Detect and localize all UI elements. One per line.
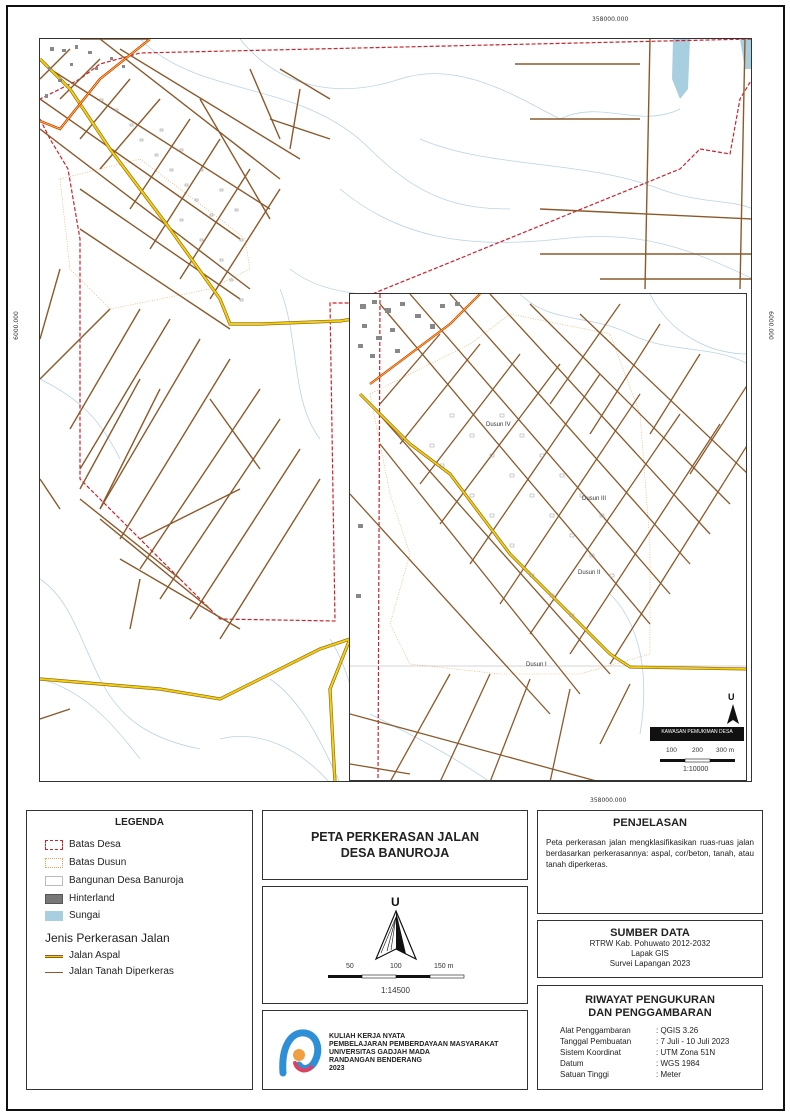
- legend-item-jalan-aspal: Jalan Aspal: [45, 950, 120, 961]
- penjelasan-text: Peta perkerasan jalan mengklasifikasikan ruas-ruas jalan berdasarkan perkerasannya: aspal, cor/beton, tanah, atau tanah diperkeras.: [546, 838, 754, 869]
- scale-tick-50: 50: [346, 963, 354, 970]
- sumber-line-2: Lapak GIS: [631, 949, 669, 958]
- penjelasan-panel: [537, 810, 763, 914]
- inset-map-canvas: [350, 294, 747, 781]
- legend-item-hinterland: Hinterland: [45, 893, 115, 904]
- inset-village-boundary: [378, 294, 380, 781]
- riwayat-panel: [537, 985, 763, 1090]
- legend-title: LEGENDA: [115, 817, 164, 828]
- inset-map[interactable]: [349, 293, 747, 781]
- legend-item-bangunan: Bangunan Desa Banuroja: [45, 875, 184, 886]
- dusun-label-4: Dusun IV: [486, 422, 511, 428]
- sumber-data-panel: [537, 920, 763, 978]
- legend-item-jalan-tanah: Jalan Tanah Diperkeras: [45, 966, 174, 977]
- building-outlines: [100, 99, 243, 301]
- river-2: [740, 39, 752, 69]
- sumber-line-3: Survei Lapangan 2023: [609, 959, 691, 968]
- dusun-label-1: Dusun I: [526, 662, 547, 668]
- inset-scalebar-seg1: [660, 759, 685, 762]
- inset-scale-tick-2: 200: [692, 747, 703, 754]
- brown-line-icon: [45, 967, 63, 977]
- map-title-line1: PETA PERKERASAN JALAN: [310, 830, 480, 844]
- riwayat-row-satuan: Satuan Tinggi : Meter: [560, 1070, 681, 1079]
- coord-top: 358000.000: [592, 16, 629, 23]
- grey-outline-box-icon: [45, 876, 63, 886]
- coord-bottom: 358000.000: [590, 797, 627, 804]
- scale-tick-100: 100: [390, 963, 402, 970]
- legend-item-batas-dusun: Batas Dusun: [45, 857, 126, 868]
- sumber-line-1: RTRW Kab. Pohuwato 2012-2032: [589, 939, 711, 948]
- inset-dirt-roads: [350, 294, 747, 781]
- dotted-orange-box-icon: [45, 858, 63, 868]
- blue-fill-box-icon: [45, 911, 63, 921]
- title-panel: [262, 810, 528, 880]
- dusun-label-3: Dusun III: [582, 496, 607, 502]
- riwayat-row-alat: Alat Penggambaran : QGIS 3.26: [560, 1026, 699, 1035]
- inset-north-arrow: [727, 704, 739, 724]
- inset-scale-tick-3: 300 m: [716, 747, 735, 754]
- inset-scale-tick-1: 100: [666, 747, 677, 754]
- north-label: U: [391, 895, 400, 909]
- legend-item-sungai: Sungai: [45, 910, 100, 921]
- kkn-logo-icon: [277, 1027, 327, 1077]
- penjelasan-title: PENJELASAN: [613, 817, 687, 829]
- legend-item-batas-desa: Batas Desa: [45, 839, 121, 850]
- inset-scale-text: 1:10000: [683, 766, 709, 773]
- inset-scalebar-seg2: [685, 759, 710, 762]
- river: [672, 39, 690, 99]
- inset-asphalt-roads: [360, 294, 747, 669]
- kkn-panel: [262, 1010, 528, 1090]
- legend-subtitle: Jenis Perkerasan Jalan: [45, 931, 170, 945]
- coord-left: 6000.000: [12, 311, 20, 340]
- grey-fill-box-icon: [45, 894, 63, 904]
- sumber-title: SUMBER DATA: [610, 927, 690, 939]
- yellow-line-icon: [45, 951, 63, 961]
- map-title-line2: DESA BANUROJA: [340, 846, 450, 860]
- coord-right: 6000.000: [766, 311, 774, 340]
- riwayat-row-datum: Datum : WGS 1984: [560, 1059, 700, 1068]
- riwayat-row-sistem: Sistem Koordinat : UTM Zona 51N: [560, 1048, 716, 1057]
- dusun-label-2: Dusun II: [578, 570, 601, 576]
- scale-tick-150: 150 m: [434, 963, 454, 970]
- inset-north-label: U: [728, 692, 735, 702]
- riwayat-row-tanggal: Tanggal Pembuatan : 7 Juli - 10 Juli 2023: [560, 1037, 730, 1046]
- kkn-text: KULIAH KERJA NYATA PEMBELAJARAN PEMBERDAYAAN MASYARAKAT UNIVERSITAS GADJAH MADA RANDANGAN BENDERANG 2023: [329, 1033, 499, 1072]
- inset-scalebar-title: KAWASAN PEMUKIMAN DESA: [661, 729, 733, 735]
- riwayat-title: RIWAYAT PENGUKURAN DAN PENGGAMBARAN: [585, 994, 715, 1019]
- scale-text: 1:14500: [381, 986, 410, 995]
- legend-panel: [26, 810, 253, 1090]
- inset-scalebar-seg3: [710, 759, 735, 762]
- north-scale-panel: [262, 886, 528, 1004]
- inset-building-outlines: [430, 414, 614, 617]
- dashed-red-box-icon: [45, 840, 63, 850]
- inset-buildings: [356, 300, 460, 598]
